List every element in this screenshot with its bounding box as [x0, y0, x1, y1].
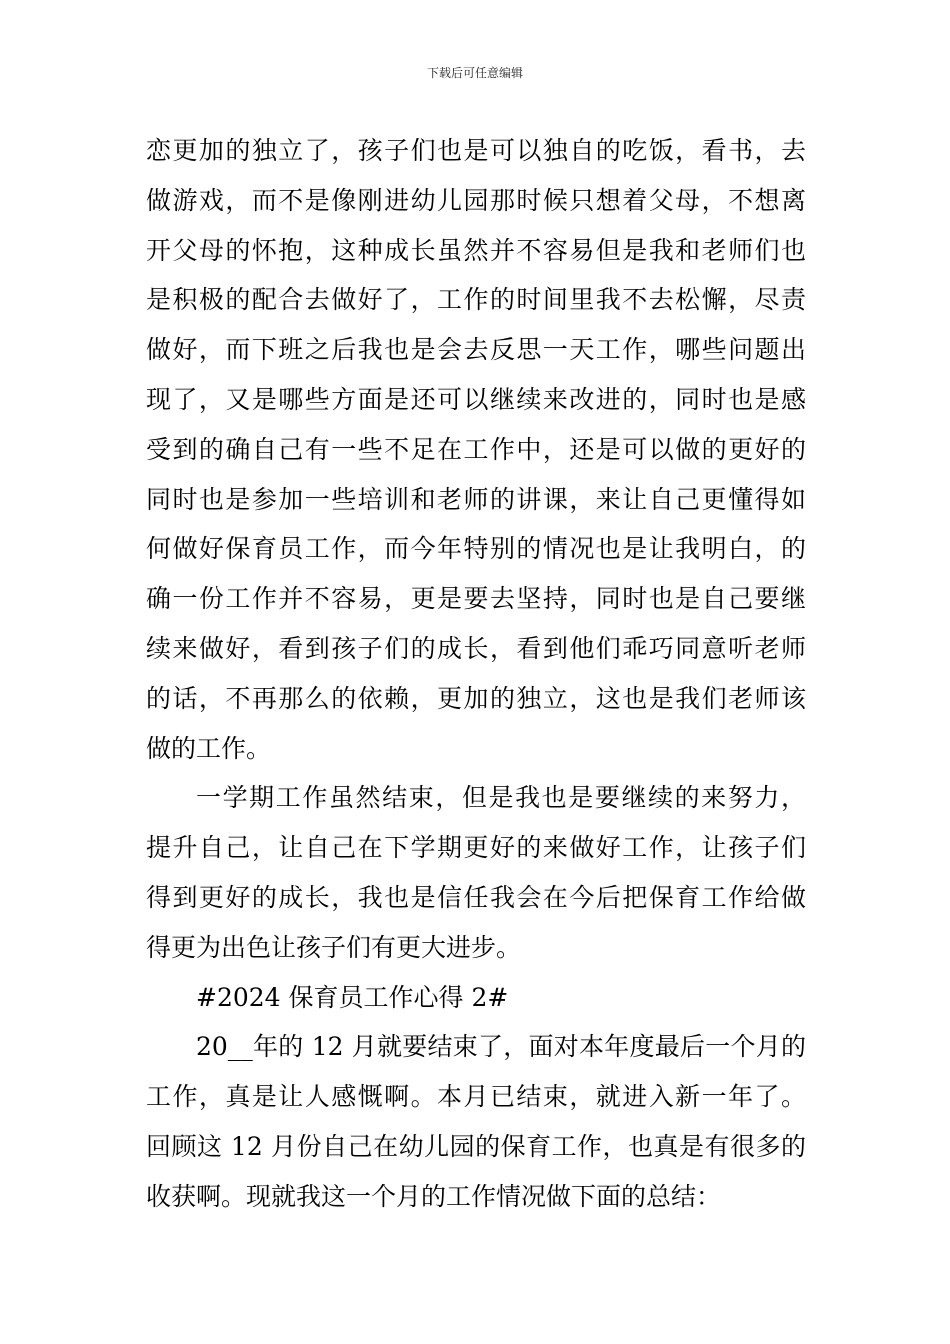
text-line: 一学期工作虽然结束，但是我也是要继续的来努力，: [196, 783, 806, 813]
text-line: 现了，又是哪些方面是还可以继续来改进的，同时也是感: [146, 384, 806, 414]
text-line: 做的工作。: [146, 733, 272, 763]
text-line: 何做好保育员工作，而今年特别的情况也是让我明白，的: [146, 534, 806, 564]
text-line: 20__年的 12 月就要结束了，面对本年度最后一个月的: [196, 1032, 806, 1062]
paragraph-1: [146, 126, 806, 773]
paragraph-2: [146, 773, 806, 972]
text-line: 收获啊。现就我这一个月的工作情况做下面的总结：: [146, 1181, 722, 1211]
text-line: 工作，真是让人感慨啊。本月已结束，就进入新一年了。: [146, 1082, 806, 1112]
document-body: [146, 126, 806, 1222]
paragraph-3: [146, 1022, 806, 1221]
text-line: 是积极的配合去做好了，工作的时间里我不去松懈，尽责: [146, 285, 806, 315]
text-line: 得到更好的成长，我也是信任我会在今后把保育工作给做: [146, 882, 806, 912]
text-line: 做游戏，而不是像刚进幼儿园那时候只想着父母，不想离: [146, 185, 806, 215]
text-line: 续来做好，看到孩子们的成长，看到他们乖巧同意听老师: [146, 633, 806, 663]
text-line: 恋更加的独立了，孩子们也是可以独自的吃饭，看书，去: [146, 136, 806, 165]
text-line: 确一份工作并不容易，更是要去坚持，同时也是自己要继: [146, 584, 806, 614]
text-line: 同时也是参加一些培训和老师的讲课，来让自己更懂得如: [146, 484, 806, 514]
text-line: 受到的确自己有一些不足在工作中，还是可以做的更好的: [146, 434, 806, 464]
page-header: 下载后可任意编辑: [426, 66, 523, 80]
text-line: 回顾这 12 月份自己在幼儿园的保育工作，也真是有很多的: [146, 1131, 806, 1161]
text-line: 做好，而下班之后我也是会去反思一天工作，哪些问题出: [146, 335, 806, 365]
section-heading: [146, 973, 806, 1023]
text-line: 的话，不再那么的依赖，更加的独立，这也是我们老师该: [146, 683, 806, 713]
section-title: #2024 保育员工作心得 2#: [196, 982, 509, 1012]
text-line: 提升自己，让自己在下学期更好的来做好工作，让孩子们: [146, 833, 806, 863]
text-line: 得更为出色让孩子们有更大进步。: [146, 932, 522, 962]
text-line: 开父母的怀抱，这种成长虽然并不容易但是我和老师们也: [146, 235, 806, 265]
